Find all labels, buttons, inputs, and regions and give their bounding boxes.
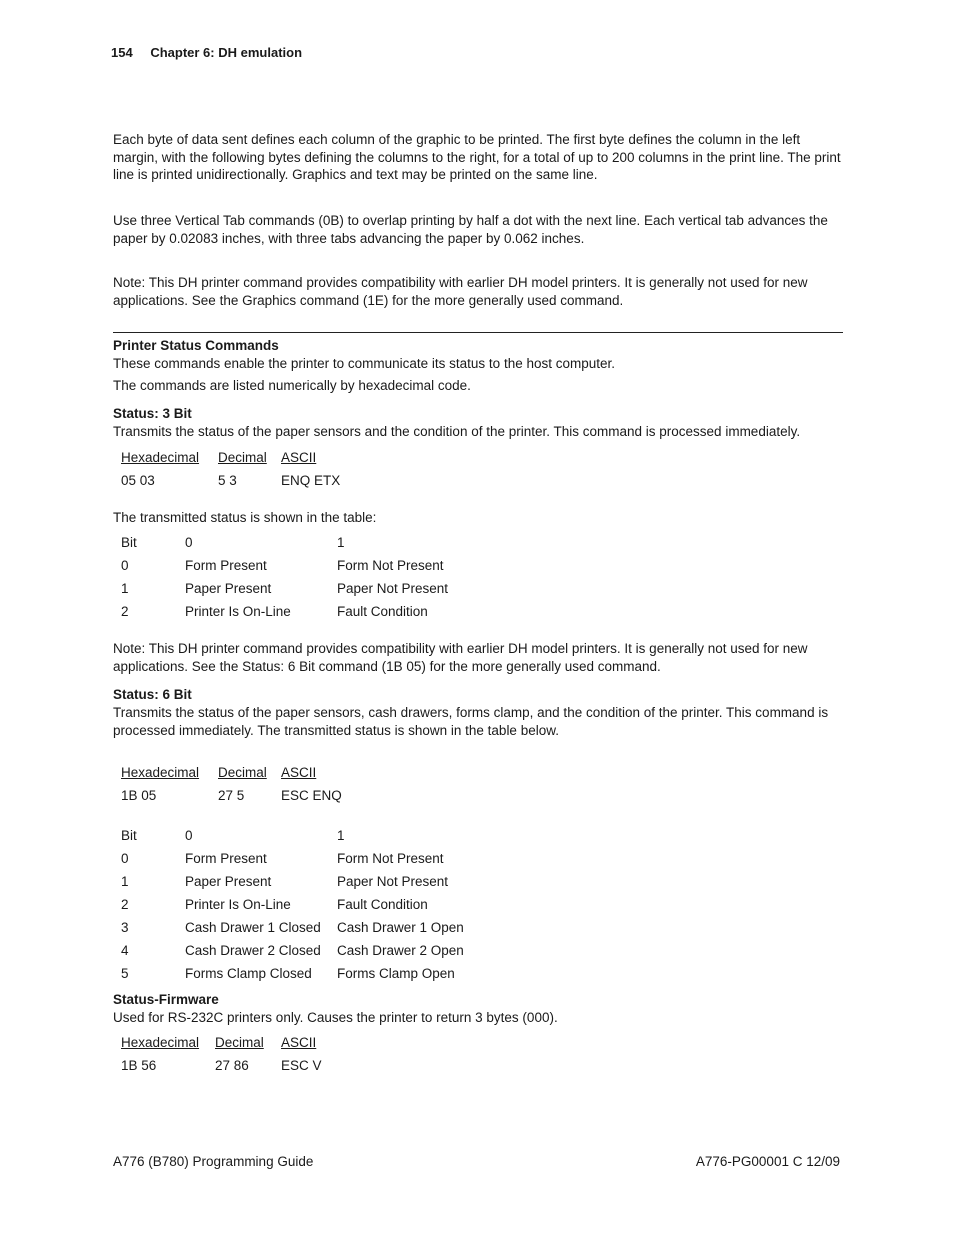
- table-cell: Fault Condition: [337, 604, 428, 619]
- code-header-dec: Decimal: [218, 765, 267, 780]
- footer-guide-title: A776 (B780) Programming Guide: [113, 1154, 314, 1169]
- table-cell: Printer Is On-Line: [185, 897, 291, 912]
- table-cell: Form Not Present: [337, 851, 444, 866]
- code-value-hex: 1B 56: [121, 1058, 157, 1073]
- table-cell: Cash Drawer 1 Open: [337, 920, 464, 935]
- table-row: 0: [121, 851, 129, 866]
- code-header-hex: Hexadecimal: [121, 1035, 200, 1050]
- table-cell: Paper Present: [185, 874, 272, 889]
- table-cell: Fault Condition: [337, 897, 428, 912]
- table-cell: Printer Is On-Line: [185, 604, 291, 619]
- table-row: 2: [121, 897, 129, 912]
- status3-desc: Transmits the status of the paper sensors and the condition of the printer. This command is processed immediately.: [113, 424, 801, 439]
- chapter-title: Chapter 6: DH emulation: [150, 45, 303, 60]
- firmware-desc: Used for RS-232C printers only. Causes the printer to return 3 bytes (000).: [113, 1010, 558, 1025]
- note-graphics: Note: This DH printer command provides compatibility with earlier DH model printers. It is generally not used for new applications. See the Graphics command (1E) for the more generally used command.: [113, 275, 808, 308]
- status3-title: Status: 3 Bit: [113, 406, 192, 421]
- code-header-ascii: ASCII: [281, 765, 317, 780]
- code-value-dec: 27 5: [218, 788, 245, 803]
- code-header-hex: Hexadecimal: [121, 765, 200, 780]
- bit-header-bit: Bit: [121, 535, 137, 550]
- bit-header-0: 0: [185, 535, 193, 550]
- status6-title: Status: 6 Bit: [113, 687, 192, 702]
- graphics-paragraph: Each byte of data sent defines each column of the graphic to be printed. The first byte defines the column in the left margin, with the following bytes defining the columns to the right, for a total of up to 200 columns in the print line. The print line is printed unidirectionally. Graphics and text may be printed on the same line.: [113, 132, 841, 182]
- table-cell: Form Present: [185, 851, 267, 866]
- table-cell: Form Present: [185, 558, 267, 573]
- table-row: 4: [121, 943, 129, 958]
- table-cell: Cash Drawer 2 Closed: [185, 943, 321, 958]
- status3-table-caption: The transmitted status is shown in the table:: [113, 510, 377, 525]
- table-row: 0: [121, 558, 129, 573]
- vtab-paragraph: Use three Vertical Tab commands (0B) to overlap printing by half a dot with the next line. Each vertical tab advances the paper by 0.02083 inches, with three tabs advancing the paper by 0.062 inches.: [113, 213, 828, 246]
- table-cell: Cash Drawer 2 Open: [337, 943, 464, 958]
- table-row: 1: [121, 581, 129, 596]
- bit-header-0: 0: [185, 828, 193, 843]
- code-value-hex: 1B 05: [121, 788, 157, 803]
- table-cell: Paper Not Present: [337, 581, 449, 596]
- footer-doc-number: A776-PG00001 C 12/09: [695, 1154, 840, 1169]
- bit-header-1: 1: [337, 535, 345, 550]
- section-intro-1: These commands enable the printer to communicate its status to the host computer.: [113, 356, 616, 371]
- table-cell: Form Not Present: [337, 558, 444, 573]
- code-value-dec: 5 3: [218, 473, 237, 488]
- page-header: [111, 44, 302, 62]
- code-header-dec: Decimal: [215, 1035, 264, 1050]
- table-row: 5: [121, 966, 129, 981]
- table-cell: Paper Present: [185, 581, 272, 596]
- code-value-hex: 05 03: [121, 473, 155, 488]
- code-header-hex: Hexadecimal: [121, 450, 200, 465]
- section-divider: [113, 332, 843, 333]
- code-header-dec: Decimal: [218, 450, 267, 465]
- bit-header-bit: Bit: [121, 828, 137, 843]
- code-value-ascii: ESC V: [281, 1058, 322, 1073]
- code-value-ascii: ESC ENQ: [281, 788, 342, 803]
- code-value-ascii: ENQ ETX: [281, 473, 341, 488]
- table-row: 3: [121, 920, 129, 935]
- table-row: 2: [121, 604, 129, 619]
- table-cell: Paper Not Present: [337, 874, 449, 889]
- firmware-title: Status-Firmware: [113, 992, 219, 1007]
- table-cell: Forms Clamp Closed: [185, 966, 312, 981]
- section-title: Printer Status Commands: [113, 338, 279, 353]
- table-cell: Cash Drawer 1 Closed: [185, 920, 321, 935]
- bit-header-1: 1: [337, 828, 345, 843]
- status3-note: Note: This DH printer command provides compatibility with earlier DH model printers. It is generally not used for new applications. See the Status: 6 Bit command (1B 05) for the more generally used command.: [113, 641, 808, 674]
- code-value-dec: 27 86: [215, 1058, 249, 1073]
- page-number: 154: [111, 45, 133, 60]
- status6-desc: Transmits the status of the paper sensors, cash drawers, forms clamp, and the condition of the printer. This command is processed immediately. The transmitted status is shown in the table below.: [113, 705, 829, 738]
- code-header-ascii: ASCII: [281, 1035, 317, 1050]
- section-intro-2: The commands are listed numerically by hexadecimal code.: [113, 378, 471, 393]
- code-header-ascii: ASCII: [281, 450, 317, 465]
- table-row: 1: [121, 874, 129, 889]
- table-cell: Forms Clamp Open: [337, 966, 455, 981]
